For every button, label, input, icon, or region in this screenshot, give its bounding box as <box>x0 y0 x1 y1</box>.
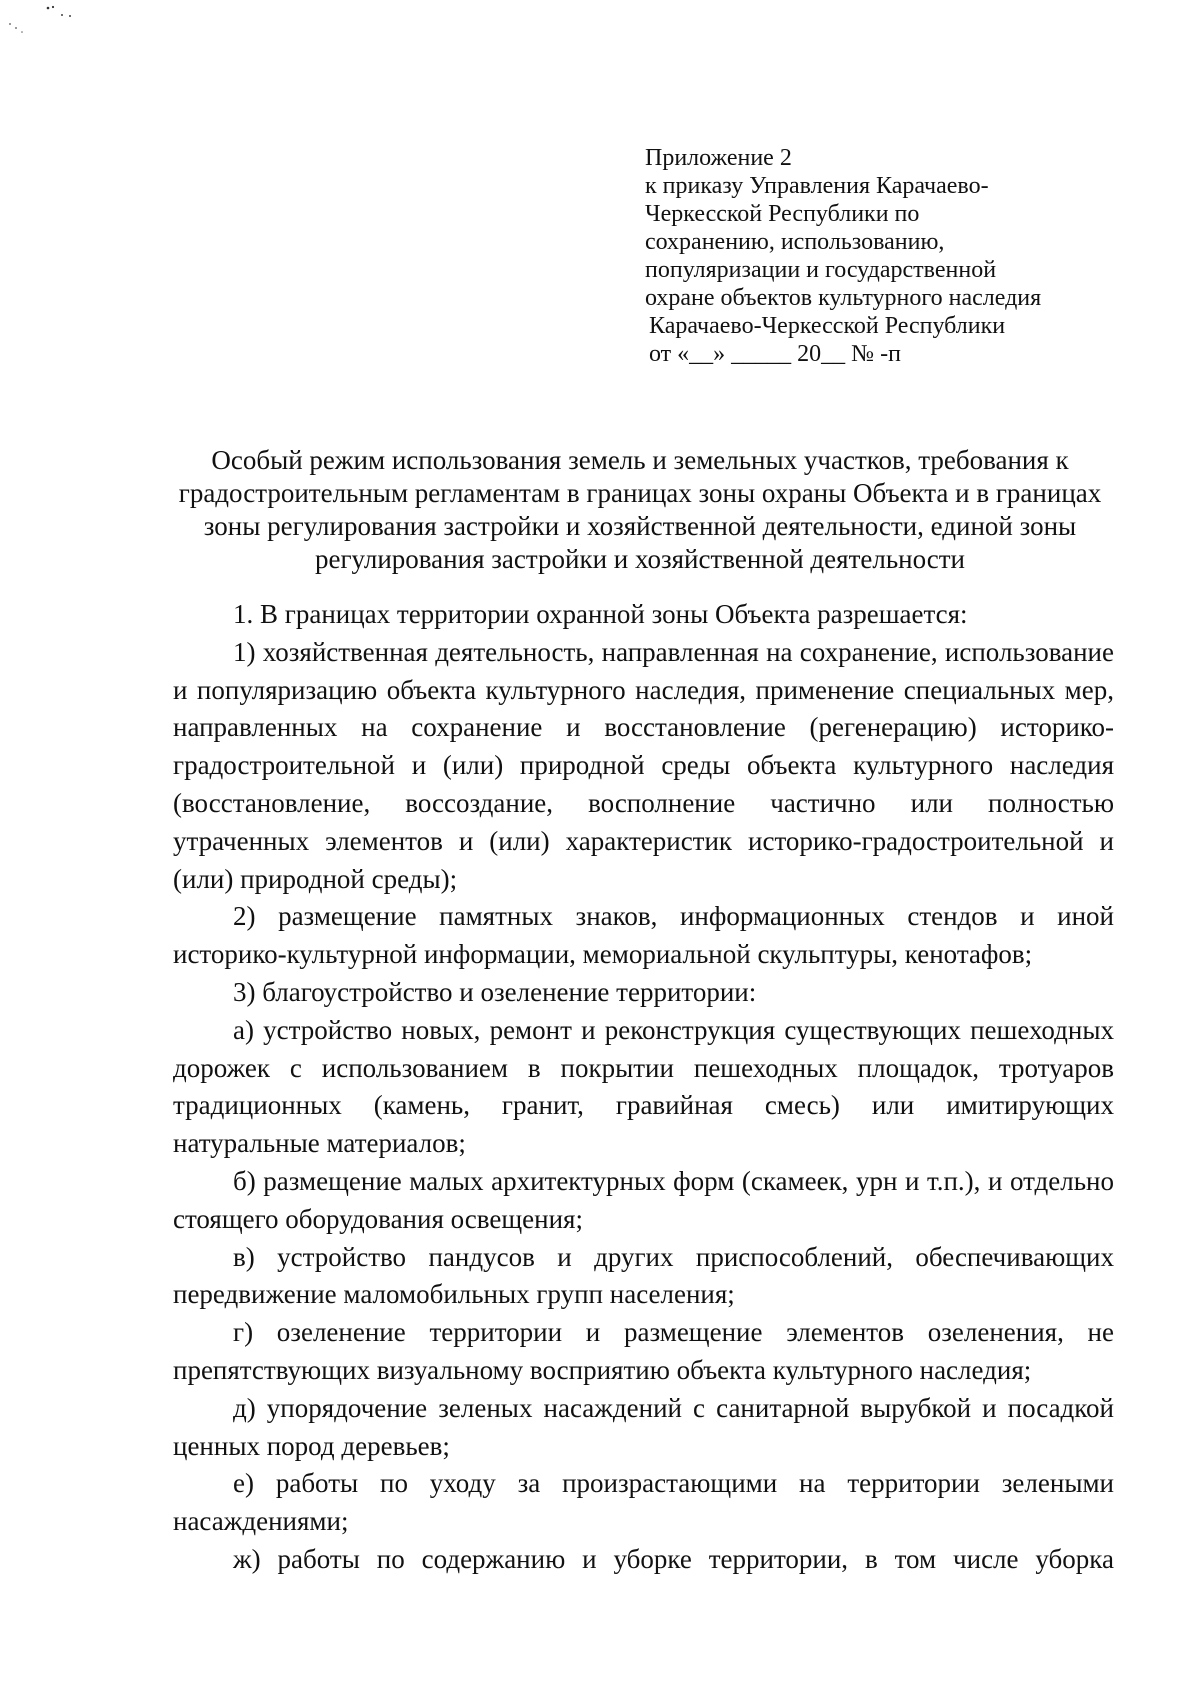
appendix-date-line: от «__» _____ 20__ № -п <box>649 341 901 367</box>
appendix-line: Карачаево-Черкесской Республики <box>649 313 1006 339</box>
paragraph-1-2: 2) размещение памятных знаков, информационных стендов и иной историко-культурной информации, мемориальной скульптуры, кенотафов; <box>173 901 1114 970</box>
document-body <box>173 596 1114 1579</box>
paragraph-1-1: 1) хозяйственная деятельность, направленная на сохранение, использование и популяризацию объекта культурного наследия, применение специальных мер, направленных на сохранение и восстановление (регенерацию) историко-градостроительной и (или) природной среды объекта культурного наследия (восстановление, воссоздание, восполнение частично или полностью утраченных элементов и (или) характеристик историко-градостроительной и (или) природной среды); <box>173 636 1114 894</box>
appendix-line: охране объектов культурного наследия <box>645 285 1042 311</box>
appendix-line: к приказу Управления Карачаево- <box>645 173 989 199</box>
paragraph-1-3-e: е) работы по уходу за произрастающими на территории зелеными насаждениями; <box>173 1468 1114 1537</box>
appendix-line: Приложение 2 <box>645 145 792 171</box>
paragraph-1-3-v: в) устройство пандусов и других приспособлений, обеспечивающих передвижение маломобильных групп населения; <box>173 1241 1114 1310</box>
document-title: Особый режим использования земель и земельных участков, требования к градостроительным регламентам в границах зоны охраны Объекта и в границах зоны регулирования застройки и хозяйственной деятельности, единой зоны регулирования застройки и хозяйственной деятельности <box>178 445 1102 574</box>
paragraph-1-3-g: г) озеленение территории и размещение элементов озеленения, не препятствующих визуальному восприятию объекта культурного наследия; <box>173 1317 1114 1385</box>
paragraph-1-3-zh: ж) работы по содержанию и уборке территории, в том числе уборка <box>233 1543 1114 1574</box>
paragraph-1-3: 3) благоустройство и озеленение территории: <box>233 976 757 1007</box>
appendix-line: популяризации и государственной <box>645 257 997 283</box>
appendix-header <box>645 144 1165 368</box>
scan-specks <box>0 0 100 40</box>
appendix-line: Черкесской Республики по <box>645 201 920 227</box>
paragraph-1-3-b: б) размещение малых архитектурных форм (скамеек, урн и т.п.), и отдельно стоящего оборудования освещения; <box>173 1165 1114 1234</box>
paragraph-1: 1. В границах территории охранной зоны Объекта разрешается: <box>233 599 968 629</box>
paragraph-1-3-d: д) упорядочение зеленых насаждений с санитарной вырубкой и посадкой ценных пород деревьев; <box>173 1392 1114 1461</box>
paragraph-1-3-a: а) устройство новых, ремонт и реконструкция существующих пешеходных дорожек с использованием в покрытии пешеходных площадок, тротуаров традиционных (камень, гранит, гравийная смесь) или имитирующих натуральные материалов; <box>173 1014 1114 1159</box>
appendix-line: сохранению, использованию, <box>645 229 945 255</box>
